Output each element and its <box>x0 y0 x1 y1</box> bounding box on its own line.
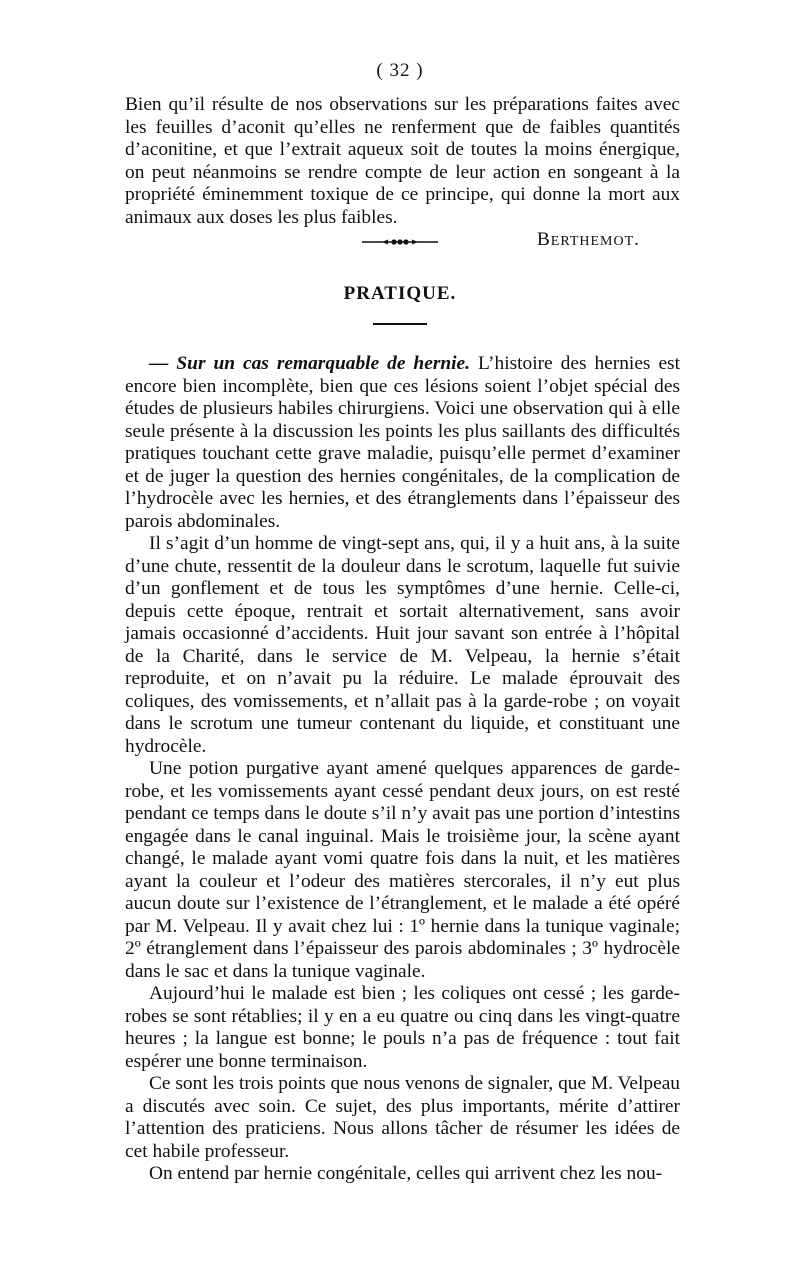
article-paragraph: Il s’agit d’un homme de vingt-sept ans, qui, il y a huit ans, à la suite d’une chute, ressentit de la douleur dans le scrotum, laquelle fut suivie d’un gonflement et de tous les symptômes d’une hernie. Celle-ci, depuis cette époque, rentrait et sortait alternativement, sans avoir jamais occasionné d’accidents. Huit jour savant son entrée à l’hôpital de la Charité, dans le service de M. Velpeau, la hernie s’était reproduite, et on n’avait pu la réduire. Le malade éprouvait des coliques, des vomissements, et n’allait pas à la garde-robe ; on voyait dans le scrotum une tumeur contenant du liquide, et constituant une hydrocèle. <box>125 533 680 757</box>
page-number: ( 32 ) <box>376 60 424 81</box>
article-paragraph-text: L’histoire des hernies est encore bien incomplète, bien que ces lésions soient l’objet spécial des études de plusieurs habiles chirurgiens. Voici une observation qui à elle seule présente à la discussion les points les plus saillants des difficultés pratiques touchant cette grave maladie, puisqu’elle permet d’examiner et de juger la question des hernies congénitales, de la complication de l’hydrocèle avec les hernies, et des étranglements dans l’épaisseur des parois abdominales. <box>125 353 680 532</box>
heading-rule <box>373 323 427 325</box>
article-paragraph <box>125 353 680 533</box>
section-heading: PRATIQUE. <box>343 283 457 304</box>
article-paragraph: Une potion purgative ayant amené quelques apparences de garde-robe, et les vomissements ayant cessé pendant deux jours, on est resté pendant ce temps dans le doute s’il n’y avait pas une portion d’intestins engagée dans le canal inguinal. Mais le troisième jour, la scène ayant changé, le malade ayant vomi quatre fois dans la nuit, et les matières ayant la couleur et l’odeur des matières stercorales, il n’y eut plus aucun doute sur l’existence de l’étranglement, et le malade a été opéré par M. Velpeau. Il y avait chez lui : 1º hernie dans la tunique vaginale; 2º étranglement dans l’épaisseur des parois abdominales ; 3º hydrocèle dans le sac et dans la tunique vaginale. <box>125 758 680 982</box>
author-signature: Berthemot. <box>536 229 640 250</box>
opening-paragraph <box>125 94 680 252</box>
ornament-divider <box>360 236 440 248</box>
article-paragraph: On entend par hernie congénitale, celles qui arrivent chez les nou- <box>149 1163 663 1184</box>
article-paragraph: Ce sont les trois points que nous venons de signaler, que M. Velpeau a discutés avec soin. Ce sujet, des plus importants, mérite d’attirer l’attention des praticiens. Nous allons tâcher de résumer les idées de cet habile professeur. <box>125 1073 680 1162</box>
article-lead-title: — Sur un cas remarquable de hernie. <box>149 353 470 374</box>
opening-text <box>125 94 680 229</box>
opening-paragraph-text: Bien qu’il résulte de nos observations sur les préparations faites avec les feuilles d’aconit qu’elles ne renferment que de faibles quantités d’aconitine, et que l’extrait aqueux soit de toutes la moins énergique, on peut néanmoins se rendre compte de leur action en songeant à la propriété éminemment toxique de ce principe, qui donne la mort aux animaux aux doses les plus faibles. <box>125 94 680 228</box>
article-body <box>125 353 680 1186</box>
article-paragraph: Aujourd’hui le malade est bien ; les coliques ont cessé ; les garde-robes se sont rétablies; il y en a eu quatre ou cinq dans les vingt-quatre heures ; la langue est bonne; le pouls n’a pas de fréquence : tout fait espérer une bonne terminaison. <box>125 983 680 1072</box>
